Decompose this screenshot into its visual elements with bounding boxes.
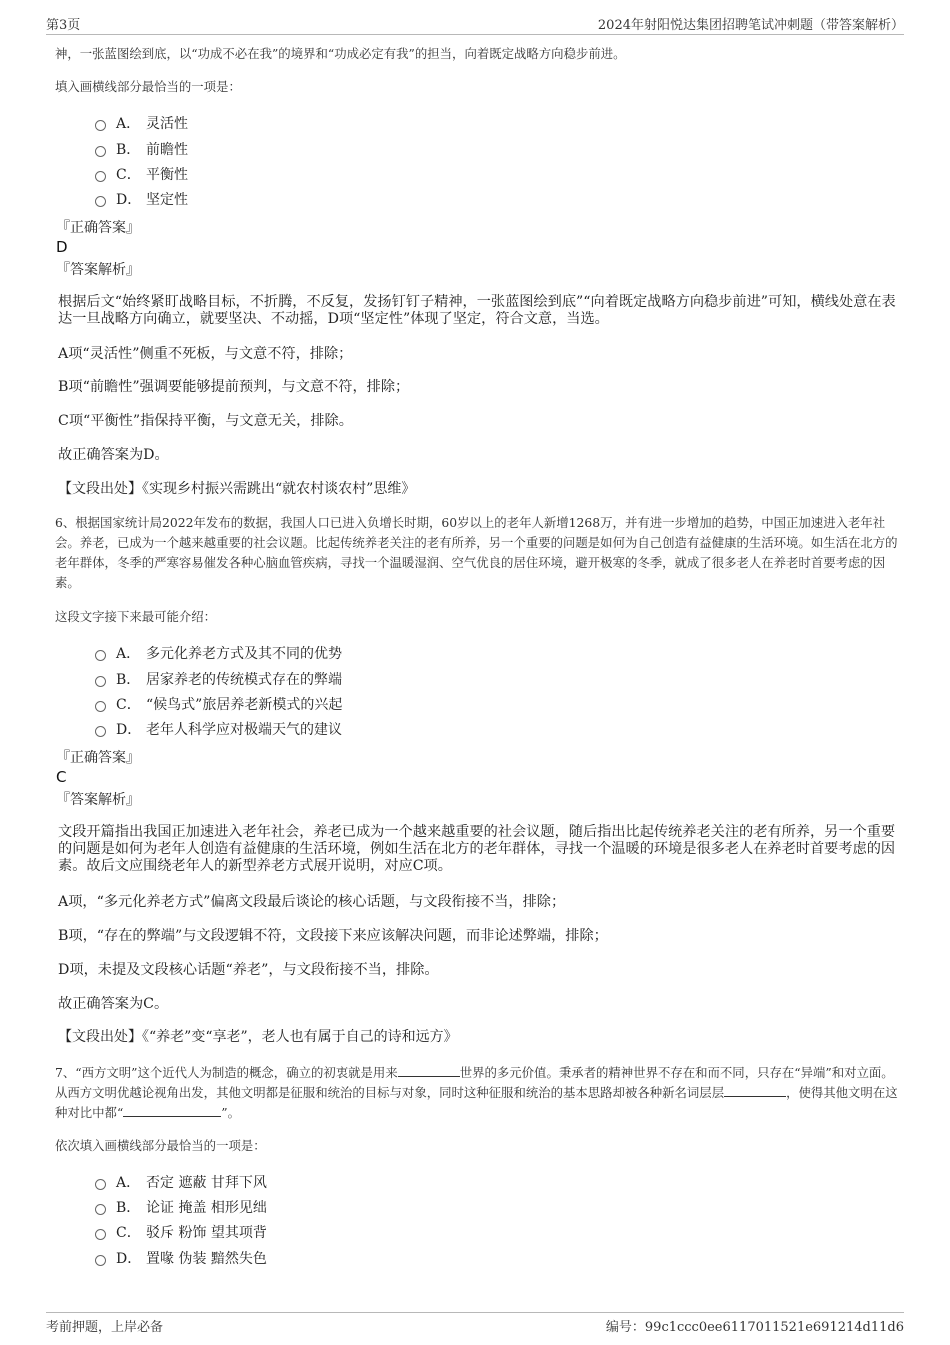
q6-stem: 6、根据国家统计局2022年发布的数据，我国人口已进入负增长时期，60岁以上的老年人新增1268万，并有进一步增加的趋势，中国正加速进入老年社会。养老，已成为一个越来越重要的社会议题。比起传统养老关注的老有所养，另一个重要的问题是如何为自己创造有益健康的生活环境。如生活在北方的老年群体，冬季的严寒容易催发各种心脑血管疾病，寻找一个温暖湿润、空气优良的居住环境，避开极寒的冬季，就成了很多老人在养老时首要考虑的因素。 bbox=[55, 515, 898, 590]
q7-option-b[interactable]: B． 论证 掩盖 相形见绌 bbox=[95, 1198, 267, 1218]
q5-source: 【文段出处】《实现乡村振兴需跳出“就农村谈农村”思维》 bbox=[58, 481, 416, 497]
radio-icon[interactable] bbox=[95, 676, 106, 687]
blank-1 bbox=[398, 1064, 460, 1077]
q7-prompt: 依次填入画横线部分最恰当的一项是： bbox=[55, 1138, 266, 1153]
radio-icon[interactable] bbox=[95, 171, 106, 182]
radio-icon[interactable] bbox=[95, 1229, 106, 1240]
q5-option-b[interactable]: B． 前瞻性 bbox=[95, 140, 188, 160]
q6-option-c[interactable]: C． “候鸟式”旅居养老新模式的兴起 bbox=[95, 695, 342, 715]
q6-analysis: 文段开篇指出我国正加速进入老年社会，养老已成为一个越来越重要的社会议题，随后指出比起传统养老关注的老有所养，另一个重要的问题是如何为老年人创造有益健康的生活环境，例如生活在北方的老年群体，寻找一个温暖的环境是很多老人在养老时首要考虑的因素。故后文应围绕老年人的新型养老方式展开说明，对应C项。 bbox=[58, 824, 896, 874]
q5-answer-label: 『正确答案』 bbox=[56, 220, 140, 236]
q6-analysis-label: 『答案解析』 bbox=[56, 792, 140, 808]
q5-option-a[interactable]: A． 灵活性 bbox=[95, 114, 188, 134]
q6-option-a[interactable]: A． 多元化养老方式及其不同的优势 bbox=[95, 644, 342, 664]
blank-3 bbox=[123, 1104, 221, 1117]
document-title: 2024年射阳悦达集团招聘笔试冲刺题（带答案解析） bbox=[597, 18, 904, 33]
q6-option-d[interactable]: D． 老年人科学应对极端天气的建议 bbox=[95, 720, 342, 740]
page-footer bbox=[46, 1312, 904, 1335]
q6-answer-label: 『正确答案』 bbox=[56, 750, 140, 766]
footer-slogan: 考前押题，上岸必备 bbox=[46, 1320, 164, 1335]
radio-icon[interactable] bbox=[95, 650, 106, 661]
radio-icon[interactable] bbox=[95, 196, 106, 207]
radio-icon[interactable] bbox=[95, 146, 106, 157]
q7-option-a[interactable]: A． 否定 遮蔽 甘拜下风 bbox=[95, 1173, 267, 1193]
q7-stem: 7、“西方文明”这个近代人为制造的概念，确立的初衷就是用来 世界的多元价值。秉承者的精神世界不存在和而不同，只存在“异端”和对立面。从西方文明优越论视角出发，其他文明都是征服和统治的目标与对象，同时这种征服和统治的基本思路却被各种新名词层层 ，使得其他文明在这种对比中都“ ”。 bbox=[55, 1065, 898, 1120]
q5-answer: D bbox=[56, 238, 68, 256]
q6-answer: C bbox=[56, 768, 67, 786]
radio-icon[interactable] bbox=[95, 726, 106, 737]
q6-analysis-a: A项，“多元化养老方式”偏离文段最后谈论的核心话题，与文段衔接不当，排除； bbox=[58, 894, 566, 910]
document-code: 编号：99c1ccc0ee6117011521e691214d11d6 bbox=[605, 1320, 904, 1335]
q5-option-d[interactable]: D． 坚定性 bbox=[95, 190, 188, 210]
radio-icon[interactable] bbox=[95, 1179, 106, 1190]
q7-option-c[interactable]: C． 驳斥 粉饰 望其项背 bbox=[95, 1223, 267, 1243]
q6-conclusion: 故正确答案为C。 bbox=[58, 996, 169, 1012]
q5-analysis-b: B项“前瞻性”强调要能够提前预判，与文意不符，排除； bbox=[58, 379, 410, 395]
q5-analysis-label: 『答案解析』 bbox=[56, 262, 140, 278]
q5-option-c[interactable]: C． 平衡性 bbox=[95, 165, 188, 185]
q7-option-d[interactable]: D． 置喙 伪装 黯然失色 bbox=[95, 1249, 267, 1269]
radio-icon[interactable] bbox=[95, 1204, 106, 1215]
q6-source: 【文段出处】《“养老”变“享老”，老人也有属于自己的诗和远方》 bbox=[58, 1029, 458, 1045]
q6-analysis-b: B项，“存在的弊端”与文段逻辑不符，文段接下来应该解决问题，而非论述弊端，排除； bbox=[58, 928, 608, 944]
q6-prompt: 这段文字接下来最可能介绍： bbox=[55, 609, 217, 624]
q5-analysis-a: A项“灵活性”侧重不死板，与文意不符，排除； bbox=[58, 346, 353, 362]
page-header bbox=[46, 14, 904, 35]
q5-prompt: 填入画横线部分最恰当的一项是： bbox=[55, 79, 241, 94]
q5-conclusion: 故正确答案为D。 bbox=[58, 447, 169, 463]
radio-icon[interactable] bbox=[95, 1255, 106, 1266]
blank-2 bbox=[724, 1084, 786, 1097]
q5-analysis-c: C项“平衡性”指保持平衡，与文意无关，排除。 bbox=[58, 413, 353, 429]
radio-icon[interactable] bbox=[95, 701, 106, 712]
q5-stem-continued: 神，一张蓝图绘到底，以“功成不必在我”的境界和“功成必定有我”的担当，向着既定战略方向稳步前进。 bbox=[55, 46, 626, 61]
radio-icon[interactable] bbox=[95, 120, 106, 131]
q5-analysis: 根据后文“始终紧盯战略目标，不折腾，不反复，发扬钉钉子精神，一张蓝图绘到底”“向着既定战略方向稳步前进”可知，横线处意在表达一旦战略方向确立，就要坚决、不动摇，D项“坚定性”体现了坚定，符合文意，当选。 bbox=[58, 294, 896, 327]
q6-option-b[interactable]: B． 居家养老的传统模式存在的弊端 bbox=[95, 670, 342, 690]
page-number: 第3页 bbox=[46, 18, 81, 33]
q6-analysis-d: D项，未提及文段核心话题“养老”，与文段衔接不当，排除。 bbox=[58, 962, 439, 978]
